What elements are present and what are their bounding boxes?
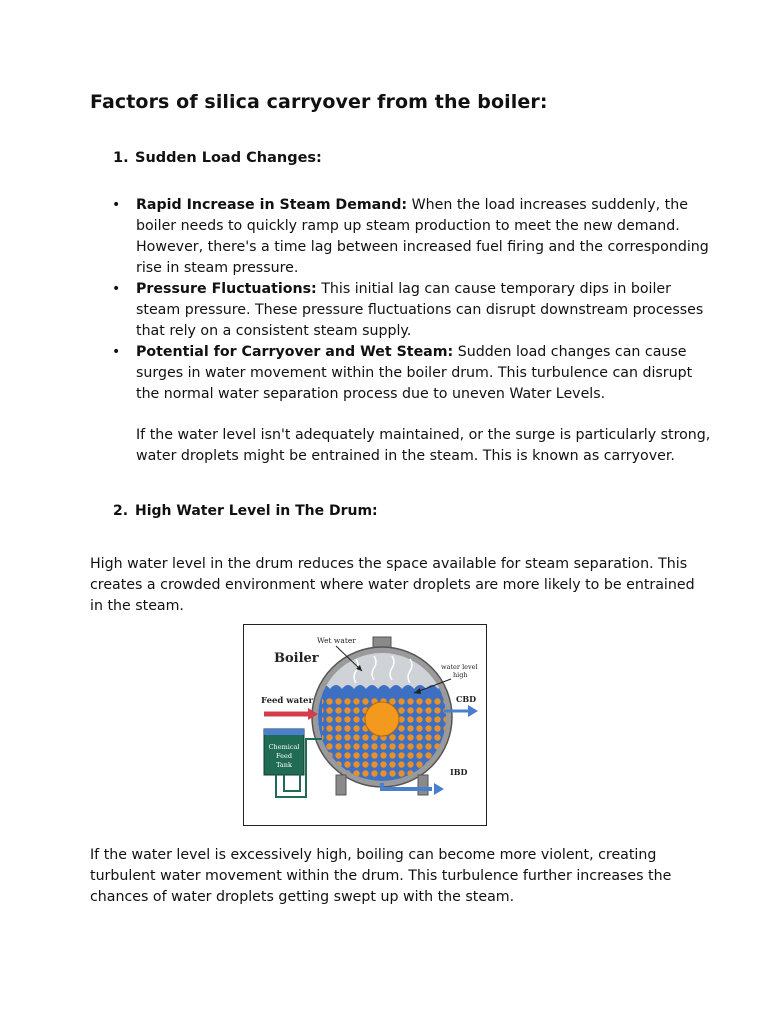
section-1-heading — [113, 150, 322, 166]
section-2-title: High Water Level in The Drum: — [135, 503, 378, 519]
water-level-label-line2: high — [453, 671, 468, 679]
bullet-text: This initial lag can cause temporary dips in boiler steam pressure. These pressure fluctuations can disrupt downstream processes that rely on a consistent steam supply. — [136, 281, 704, 339]
boiler-leg-right — [418, 775, 428, 795]
section-1-bullet-list — [112, 195, 712, 405]
water-level-label-line1: water level — [441, 663, 478, 671]
bullet-term: Potential for Carryover and Wet Steam: — [136, 344, 454, 360]
bullet-term: Rapid Increase in Steam Demand: — [136, 197, 408, 213]
cbd-label: CBD — [456, 694, 477, 704]
section-1-title: Sudden Load Changes: — [135, 150, 322, 166]
bullet-term: Pressure Fluctuations: — [136, 281, 317, 297]
tank-label-line1: Chemical — [268, 743, 300, 751]
boiler-label: Boiler — [274, 651, 319, 666]
ibd-label: IBD — [450, 767, 468, 777]
high-water-paragraph: High water level in the drum reduces the space available for steam separation. This creates a crowded environment where water droplets are more likely to be entrained in the steam. — [90, 556, 695, 614]
section-1-number: 1. — [113, 150, 129, 166]
carryover-paragraph: If the water level isn't adequately maintained, or the surge is particularly strong, water droplets might be entrained in the steam. This is known as carryover. — [136, 427, 711, 464]
bullet-item — [112, 279, 712, 342]
bullet-item — [112, 342, 712, 405]
cbd-arrowhead — [468, 705, 478, 717]
turbulence-paragraph: If the water level is excessively high, boiling can become more violent, creating turbulent water movement within the drum. This turbulence further increases the chances of water droplets getting swept up with the steam. — [90, 847, 672, 905]
wet-water-label: Wet water — [317, 636, 356, 645]
boiler-leg-left — [336, 775, 346, 795]
bullet-text: Sudden load changes can cause surges in water movement within the boiler drum. This turbulence can disrupt the normal water separation process due to uneven Water Levels. — [136, 344, 693, 402]
boiler-diagram-svg — [244, 625, 486, 825]
page-title: Factors of silica carryover from the boiler: — [90, 91, 548, 113]
boiler-diagram — [243, 624, 487, 826]
bullet-text: When the load increases suddenly, the boiler needs to quickly ramp up steam production to meet the new demand. However, there's a time lag between increased fuel firing and the corresponding rise in steam pressure. — [136, 197, 709, 276]
section-2-number: 2. — [113, 503, 129, 519]
tank-top — [264, 729, 304, 735]
feed-water-label: Feed water — [261, 696, 313, 706]
tank-label-line3: Tank — [276, 761, 292, 769]
tank-label-line2: Feed — [275, 752, 293, 760]
bullet-item — [112, 195, 712, 279]
section-2-heading — [113, 503, 378, 519]
ibd-arrowhead — [434, 783, 444, 795]
furnace-tube — [365, 702, 399, 736]
